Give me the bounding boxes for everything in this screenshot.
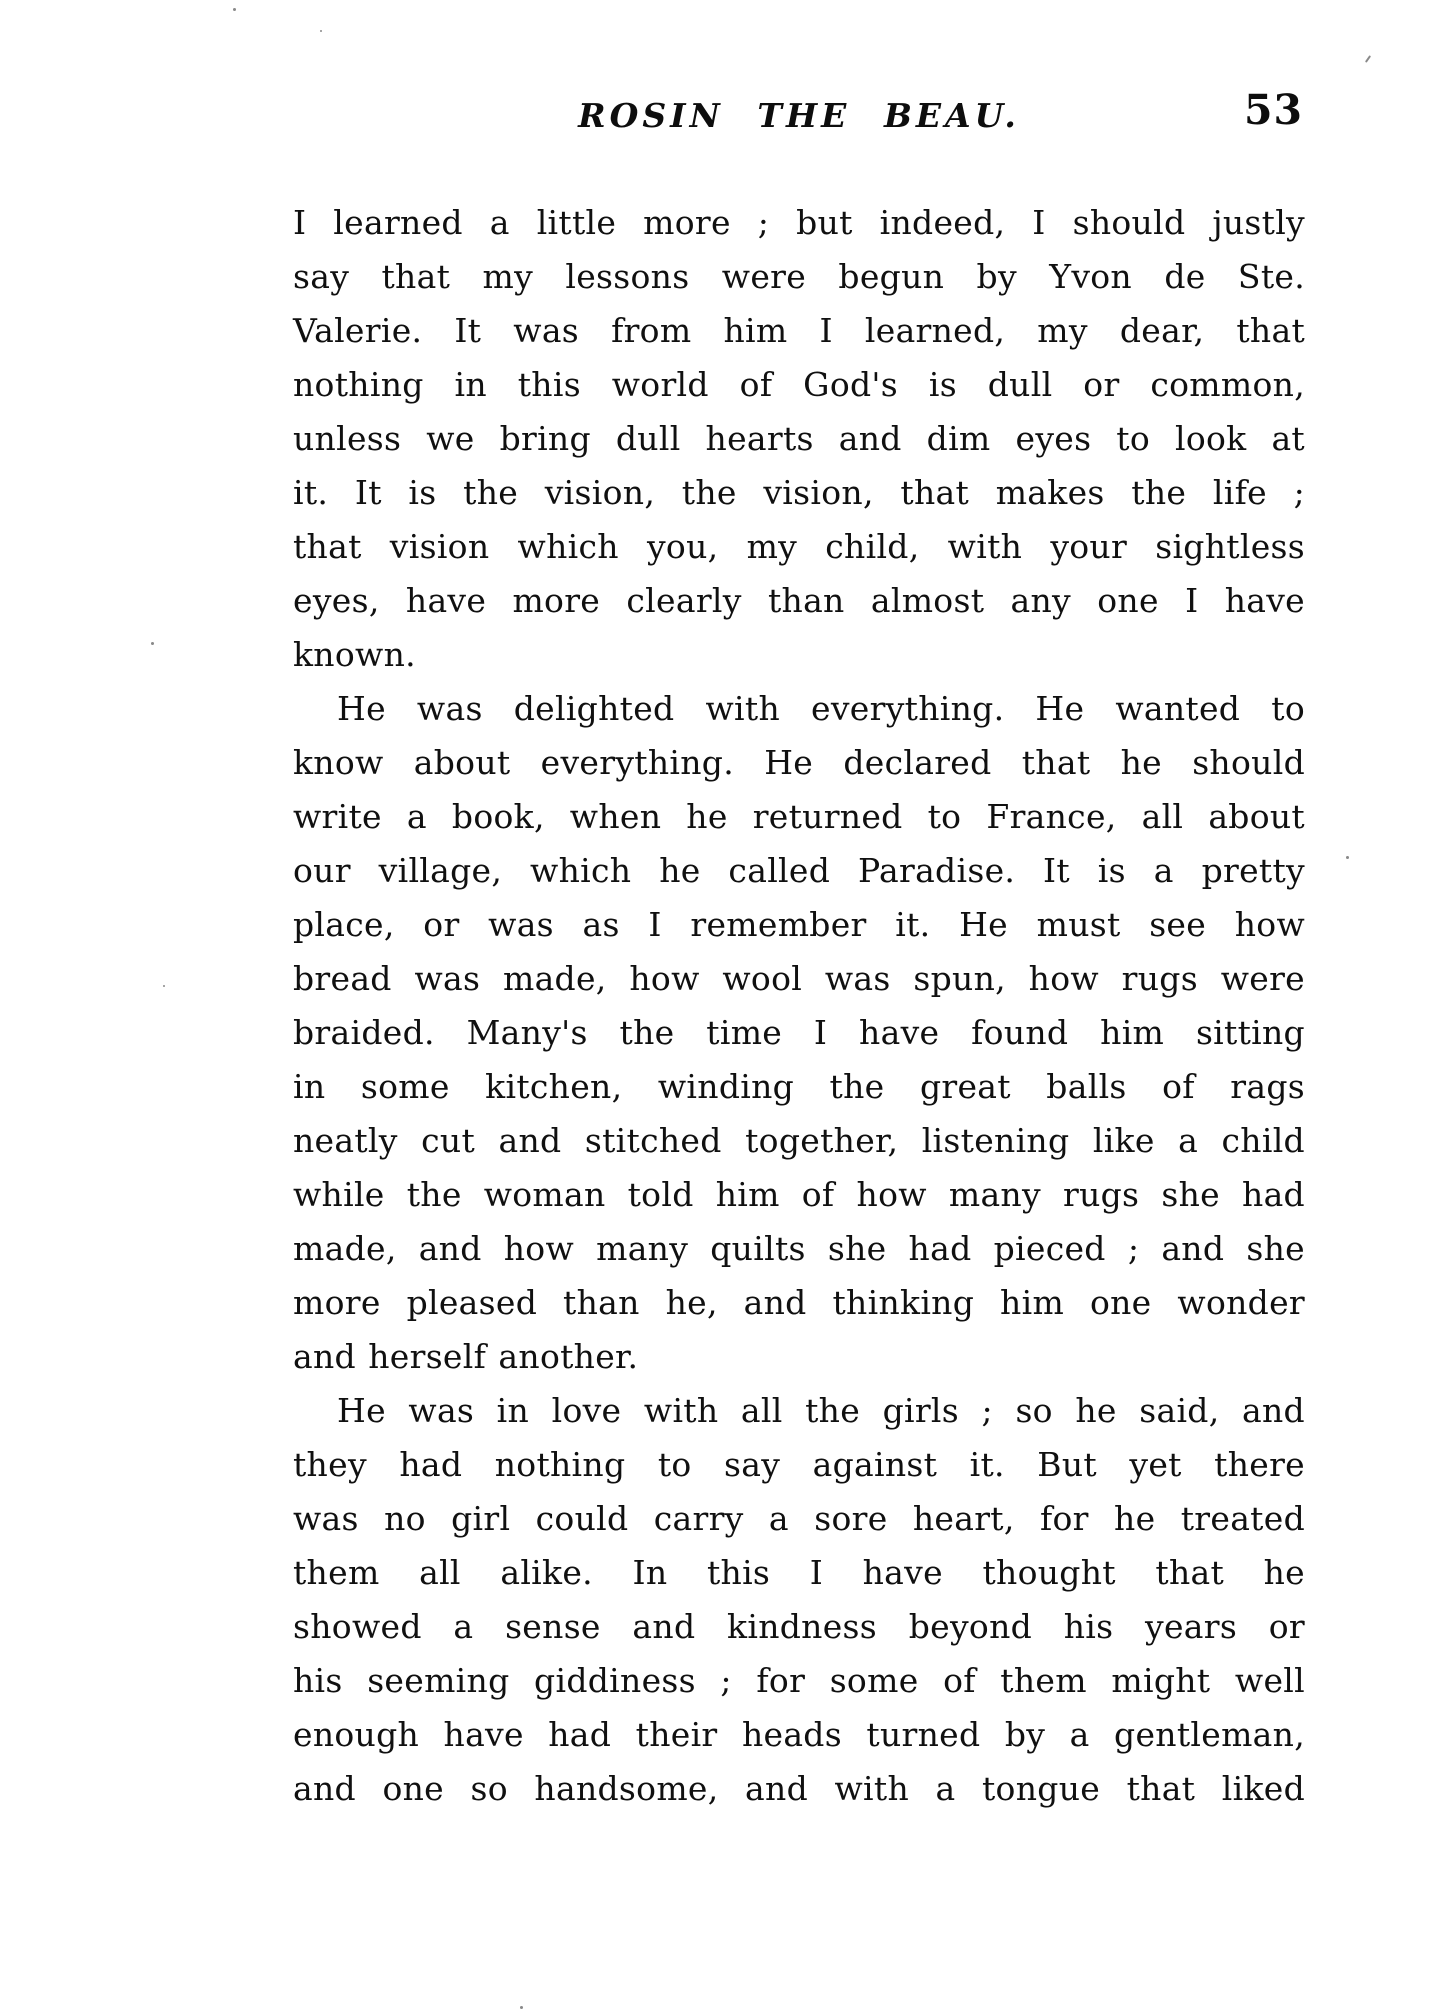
- text-line: while the woman told him of how many rugs she had: [293, 1175, 1305, 1214]
- text-line: I learned a little more ; but indeed, I should justly: [293, 203, 1305, 242]
- text-line: know about everything. He declared that he should: [293, 743, 1305, 782]
- text-line: say that my lessons were begun by Yvon de Ste.: [293, 257, 1305, 296]
- text-line: braided. Many's the time I have found him sitting: [293, 1013, 1305, 1052]
- text-line: made, and how many quilts she had pieced ; and she: [293, 1229, 1305, 1268]
- text-line: and one so handsome, and with a tongue that liked: [293, 1769, 1305, 1808]
- scan-speck: [233, 8, 236, 11]
- text-line: our village, which he called Paradise. It is a pretty: [293, 851, 1305, 890]
- text-line: bread was made, how wool was spun, how rugs were: [293, 959, 1305, 998]
- text-line: his seeming giddiness ; for some of them might well: [293, 1661, 1305, 1700]
- text-line: eyes, have more clearly than almost any one I have: [293, 581, 1305, 620]
- text-line: place, or was as I remember it. He must see how: [293, 905, 1305, 944]
- page-number: 53: [1243, 86, 1303, 134]
- page-header: [293, 88, 1305, 144]
- text-line: that vision which you, my child, with your sightless: [293, 527, 1305, 566]
- text-line: He was in love with all the girls ; so he said, and: [337, 1391, 1305, 1430]
- scan-speck: [320, 30, 322, 32]
- text-line: He was delighted with everything. He wanted to: [337, 689, 1305, 728]
- text-line: more pleased than he, and thinking him one wonder: [293, 1283, 1305, 1322]
- text-line: in some kitchen, winding the great balls of rags: [293, 1067, 1305, 1106]
- text-line: Valerie. It was from him I learned, my dear, that: [293, 311, 1305, 350]
- text-line: they had nothing to say against it. But yet there: [293, 1445, 1305, 1484]
- text-line: known.: [293, 635, 416, 674]
- text-line: nothing in this world of God's is dull or common,: [293, 365, 1305, 404]
- text-line: it. It is the vision, the vision, that makes the life ;: [293, 473, 1305, 512]
- scan-speck: [520, 2006, 523, 2009]
- text-line: unless we bring dull hearts and dim eyes to look at: [293, 419, 1305, 458]
- text-line: write a book, when he returned to France, all about: [293, 797, 1305, 836]
- scan-speck: [1346, 856, 1349, 859]
- running-title: ROSIN THE BEAU.: [578, 96, 1020, 135]
- text-line: showed a sense and kindness beyond his years or: [293, 1607, 1305, 1646]
- text-line: them all alike. In this I have thought that he: [293, 1553, 1305, 1592]
- text-line: and herself another.: [293, 1337, 639, 1376]
- text-line: enough have had their heads turned by a gentleman,: [293, 1715, 1305, 1754]
- text-line: was no girl could carry a sore heart, for he treated: [293, 1499, 1305, 1538]
- text-line: neatly cut and stitched together, listening like a child: [293, 1121, 1305, 1160]
- scan-speck: [1365, 55, 1371, 63]
- scan-speck: [151, 642, 154, 645]
- scan-speck: [163, 985, 165, 987]
- body-text: [293, 196, 1305, 1816]
